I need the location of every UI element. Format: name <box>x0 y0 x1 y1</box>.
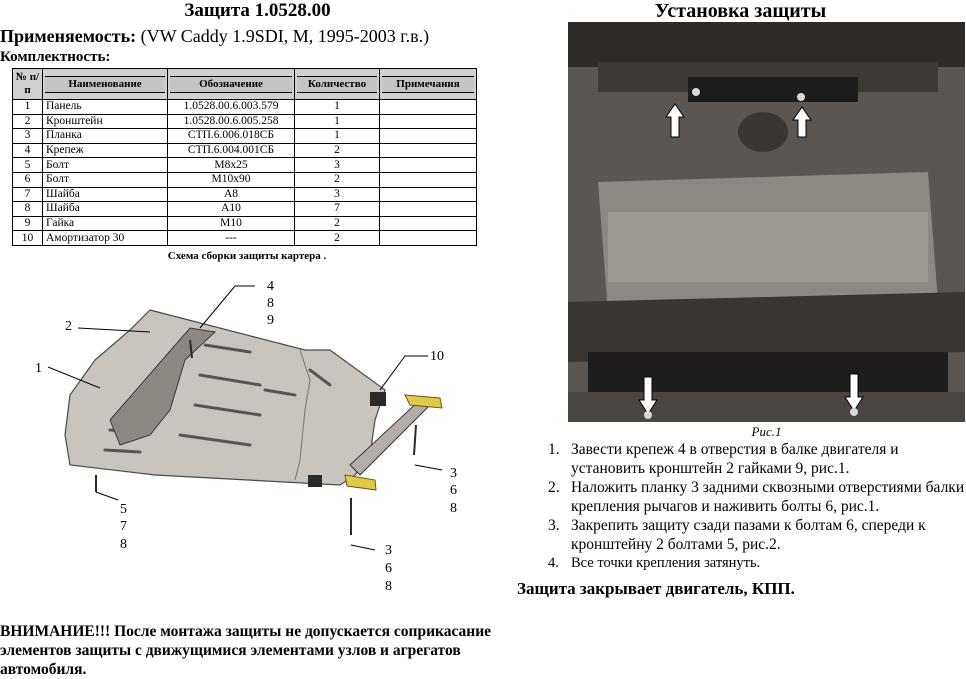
cell-notes <box>380 231 477 246</box>
panel-part <box>65 310 385 485</box>
label-part-3a: 3 <box>450 466 457 481</box>
step-item: 2. Наложить планку 3 задними сквозными отверстиями балки крепления рычагов и наживить болты 6, рис.1. <box>548 479 965 515</box>
table-row <box>13 231 477 246</box>
cell-number: 9 <box>13 216 43 231</box>
cell-designation: СТП.6.006.018СБ <box>168 129 295 144</box>
cell-number: 8 <box>13 202 43 217</box>
table-row <box>13 100 477 115</box>
cell-notes <box>380 216 477 231</box>
cell-number: 1 <box>13 100 43 115</box>
table-row <box>13 202 477 217</box>
label-part-7: 7 <box>120 519 127 534</box>
cell-notes <box>380 129 477 144</box>
cell-quantity: 1 <box>295 100 380 115</box>
cell-name: Болт <box>43 158 168 173</box>
cell-number: 2 <box>13 114 43 129</box>
cell-designation: А10 <box>168 202 295 217</box>
cell-quantity: 2 <box>295 172 380 187</box>
cell-designation: 1.0528.00.6.005.258 <box>168 114 295 129</box>
label-part-8b: 8 <box>120 537 127 552</box>
cell-notes <box>380 100 477 115</box>
cell-name: Планка <box>43 129 168 144</box>
cell-number: 7 <box>13 187 43 202</box>
cell-quantity: 1 <box>295 129 380 144</box>
cell-number: 5 <box>13 158 43 173</box>
label-part-6b: 6 <box>385 561 392 576</box>
warning-text: ВНИМАНИЕ!!! После монтажа защиты не допускается соприкасание элементов защиты с движущимися элементами узлов и агрегатов автомобиля. <box>0 623 492 678</box>
applicability-value: (VW Caddy 1.9SDI, M, 1995-2003 г.в.) <box>136 26 430 46</box>
cell-designation: М10х90 <box>168 172 295 187</box>
step-item: 3. Закрепить защиту сзади пазами к болтам 6, спереди к кронштейну 2 болтами 5, рис.2. <box>548 517 926 553</box>
table-row <box>13 114 477 129</box>
cell-name: Шайба <box>43 187 168 202</box>
cell-notes <box>380 143 477 158</box>
cell-quantity: 1 <box>295 114 380 129</box>
cell-notes <box>380 172 477 187</box>
cell-quantity: 2 <box>295 143 380 158</box>
cell-designation: М8х25 <box>168 158 295 173</box>
label-part-4: 4 <box>267 279 274 294</box>
cell-name: Шайба <box>43 202 168 217</box>
cell-name: Кронштейн <box>43 114 168 129</box>
installation-photo <box>568 22 965 422</box>
scheme-caption: Схема сборки защиты картера . <box>167 250 327 262</box>
parts-table <box>12 68 477 246</box>
cell-quantity: 3 <box>295 158 380 173</box>
label-part-1: 1 <box>35 361 42 376</box>
cell-number: 6 <box>13 172 43 187</box>
absorber-right <box>370 392 386 406</box>
cell-designation: --- <box>168 231 295 246</box>
cell-quantity: 2 <box>295 231 380 246</box>
column-header-designation: Обозначение <box>168 69 295 100</box>
cell-number: 10 <box>13 231 43 246</box>
applicability-line <box>0 26 429 47</box>
label-part-6a: 6 <box>450 483 457 498</box>
cell-number: 4 <box>13 143 43 158</box>
cell-name: Гайка <box>43 216 168 231</box>
table-row <box>13 216 477 231</box>
assembly-diagram <box>10 270 480 600</box>
column-header-notes: Примечания <box>380 69 477 100</box>
label-part-10: 10 <box>430 349 444 364</box>
table-row <box>13 187 477 202</box>
cell-number: 3 <box>13 129 43 144</box>
table-header-row <box>13 69 477 100</box>
table-row <box>13 143 477 158</box>
cell-designation: М10 <box>168 216 295 231</box>
absorber-left <box>308 475 322 487</box>
column-header-quantity: Количество <box>295 69 380 100</box>
table-row <box>13 158 477 173</box>
cell-name: Амортизатор 30 <box>43 231 168 246</box>
cell-quantity: 7 <box>295 202 380 217</box>
installation-title: Установка защиты <box>654 0 827 22</box>
cell-name: Болт <box>43 172 168 187</box>
label-part-9: 9 <box>267 313 274 328</box>
cell-notes <box>380 158 477 173</box>
conclusion-text: Защита закрывает двигатель, КПП. <box>517 579 795 598</box>
cell-notes <box>380 114 477 129</box>
label-part-2: 2 <box>65 319 72 334</box>
cell-name: Крепеж <box>43 143 168 158</box>
table-row <box>13 129 477 144</box>
cell-notes <box>380 202 477 217</box>
figure-caption: Рис.1 <box>751 424 782 439</box>
cell-name: Панель <box>43 100 168 115</box>
table-row <box>13 172 477 187</box>
column-header-number: № п/п <box>13 69 43 100</box>
installation-steps <box>548 440 966 573</box>
column-header-name: Наименование <box>43 69 168 100</box>
cell-designation: 1.0528.00.6.003.579 <box>168 100 295 115</box>
label-part-5: 5 <box>120 502 127 517</box>
label-part-8c: 8 <box>450 501 457 516</box>
step-item: 1. Завести крепеж 4 в отверстия в балке двигателя и установить кронштейн 2 гайками 9, рис.1. <box>548 441 899 477</box>
kit-label: Комплектность: <box>0 49 111 65</box>
cell-designation: А8 <box>168 187 295 202</box>
cell-quantity: 2 <box>295 216 380 231</box>
step-item: 4. Все точки крепления затянуть. <box>548 555 761 571</box>
applicability-label: Применяемость: <box>0 26 137 46</box>
label-part-3b: 3 <box>385 543 392 558</box>
cell-quantity: 3 <box>295 187 380 202</box>
yellow-bracket-top <box>405 395 442 408</box>
document-title: Защита 1.0528.00 <box>184 0 331 21</box>
yellow-bracket-bottom <box>345 475 376 490</box>
label-part-8d: 8 <box>385 579 392 594</box>
cell-notes <box>380 187 477 202</box>
label-part-8a: 8 <box>267 296 274 311</box>
cell-designation: СТП.6.004.001СБ <box>168 143 295 158</box>
